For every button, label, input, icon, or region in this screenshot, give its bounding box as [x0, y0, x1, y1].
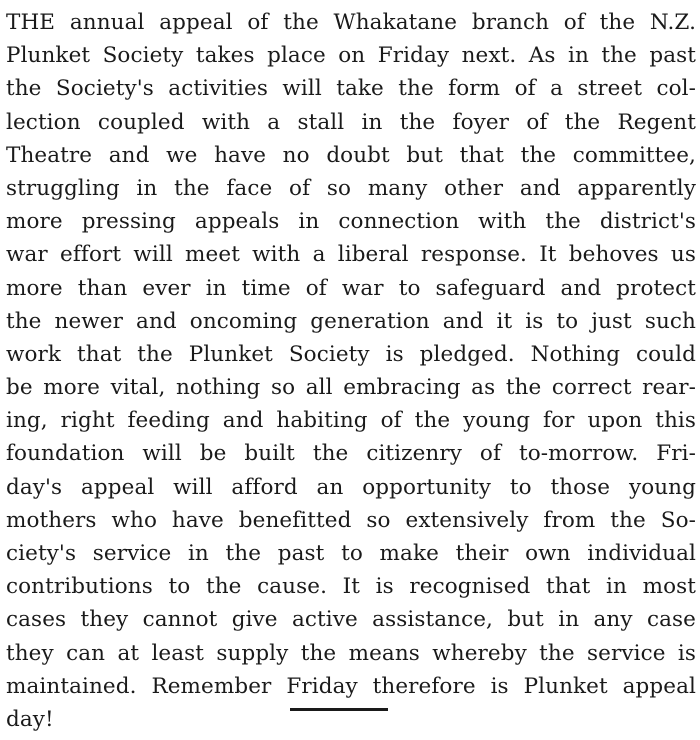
article-line: more pressing appeals in connection with the district's	[6, 209, 696, 235]
article-line: cases they cannot give active assistance, but in any case	[6, 607, 696, 633]
separator-rule	[290, 708, 388, 711]
article-line: the newer and oncoming generation and it is to just such	[6, 308, 696, 334]
article-line: more than ever in time of war to safeguard and protect	[6, 275, 696, 301]
article-line: contributions to the cause. It is recognised that in most	[6, 574, 696, 600]
article-line: maintained. Remember Friday therefore is Plunket appeal	[6, 673, 696, 699]
article-line: Plunket Society takes place on Friday next. As in the past	[6, 43, 696, 69]
article-line: work that the Plunket Society is pledged. Nothing could	[6, 341, 696, 367]
article-line: war effort will meet with a liberal response. It behoves us	[6, 242, 696, 268]
article-line: day's appeal will afford an opportunity to those young	[6, 474, 696, 500]
article-body	[6, 6, 696, 736]
article-line-last: day!	[6, 706, 54, 732]
article-line: Theatre and we have no doubt but that the committee,	[6, 142, 696, 168]
article-line: ciety's service in the past to make their own individual	[6, 541, 696, 566]
article-line: lection coupled with a stall in the foyer of the Regent	[6, 109, 696, 135]
article-line: foundation will be built the citizenry of to-morrow. Fri-	[6, 441, 696, 467]
article-line: be more vital, nothing so all embracing as the correct rear-	[6, 375, 696, 401]
article-line: THE annual appeal of the Whakatane branch of the N.Z.	[6, 10, 696, 35]
article-line: they can at least supply the means whereby the service is	[6, 640, 696, 666]
article-line: struggling in the face of so many other and apparently	[6, 175, 696, 201]
article-line: mothers who have benefitted so extensively from the So-	[6, 507, 696, 533]
article-line: the Society's activities will take the form of a street col-	[6, 76, 696, 102]
article-line: ing, right feeding and habiting of the young for upon this	[6, 408, 696, 434]
